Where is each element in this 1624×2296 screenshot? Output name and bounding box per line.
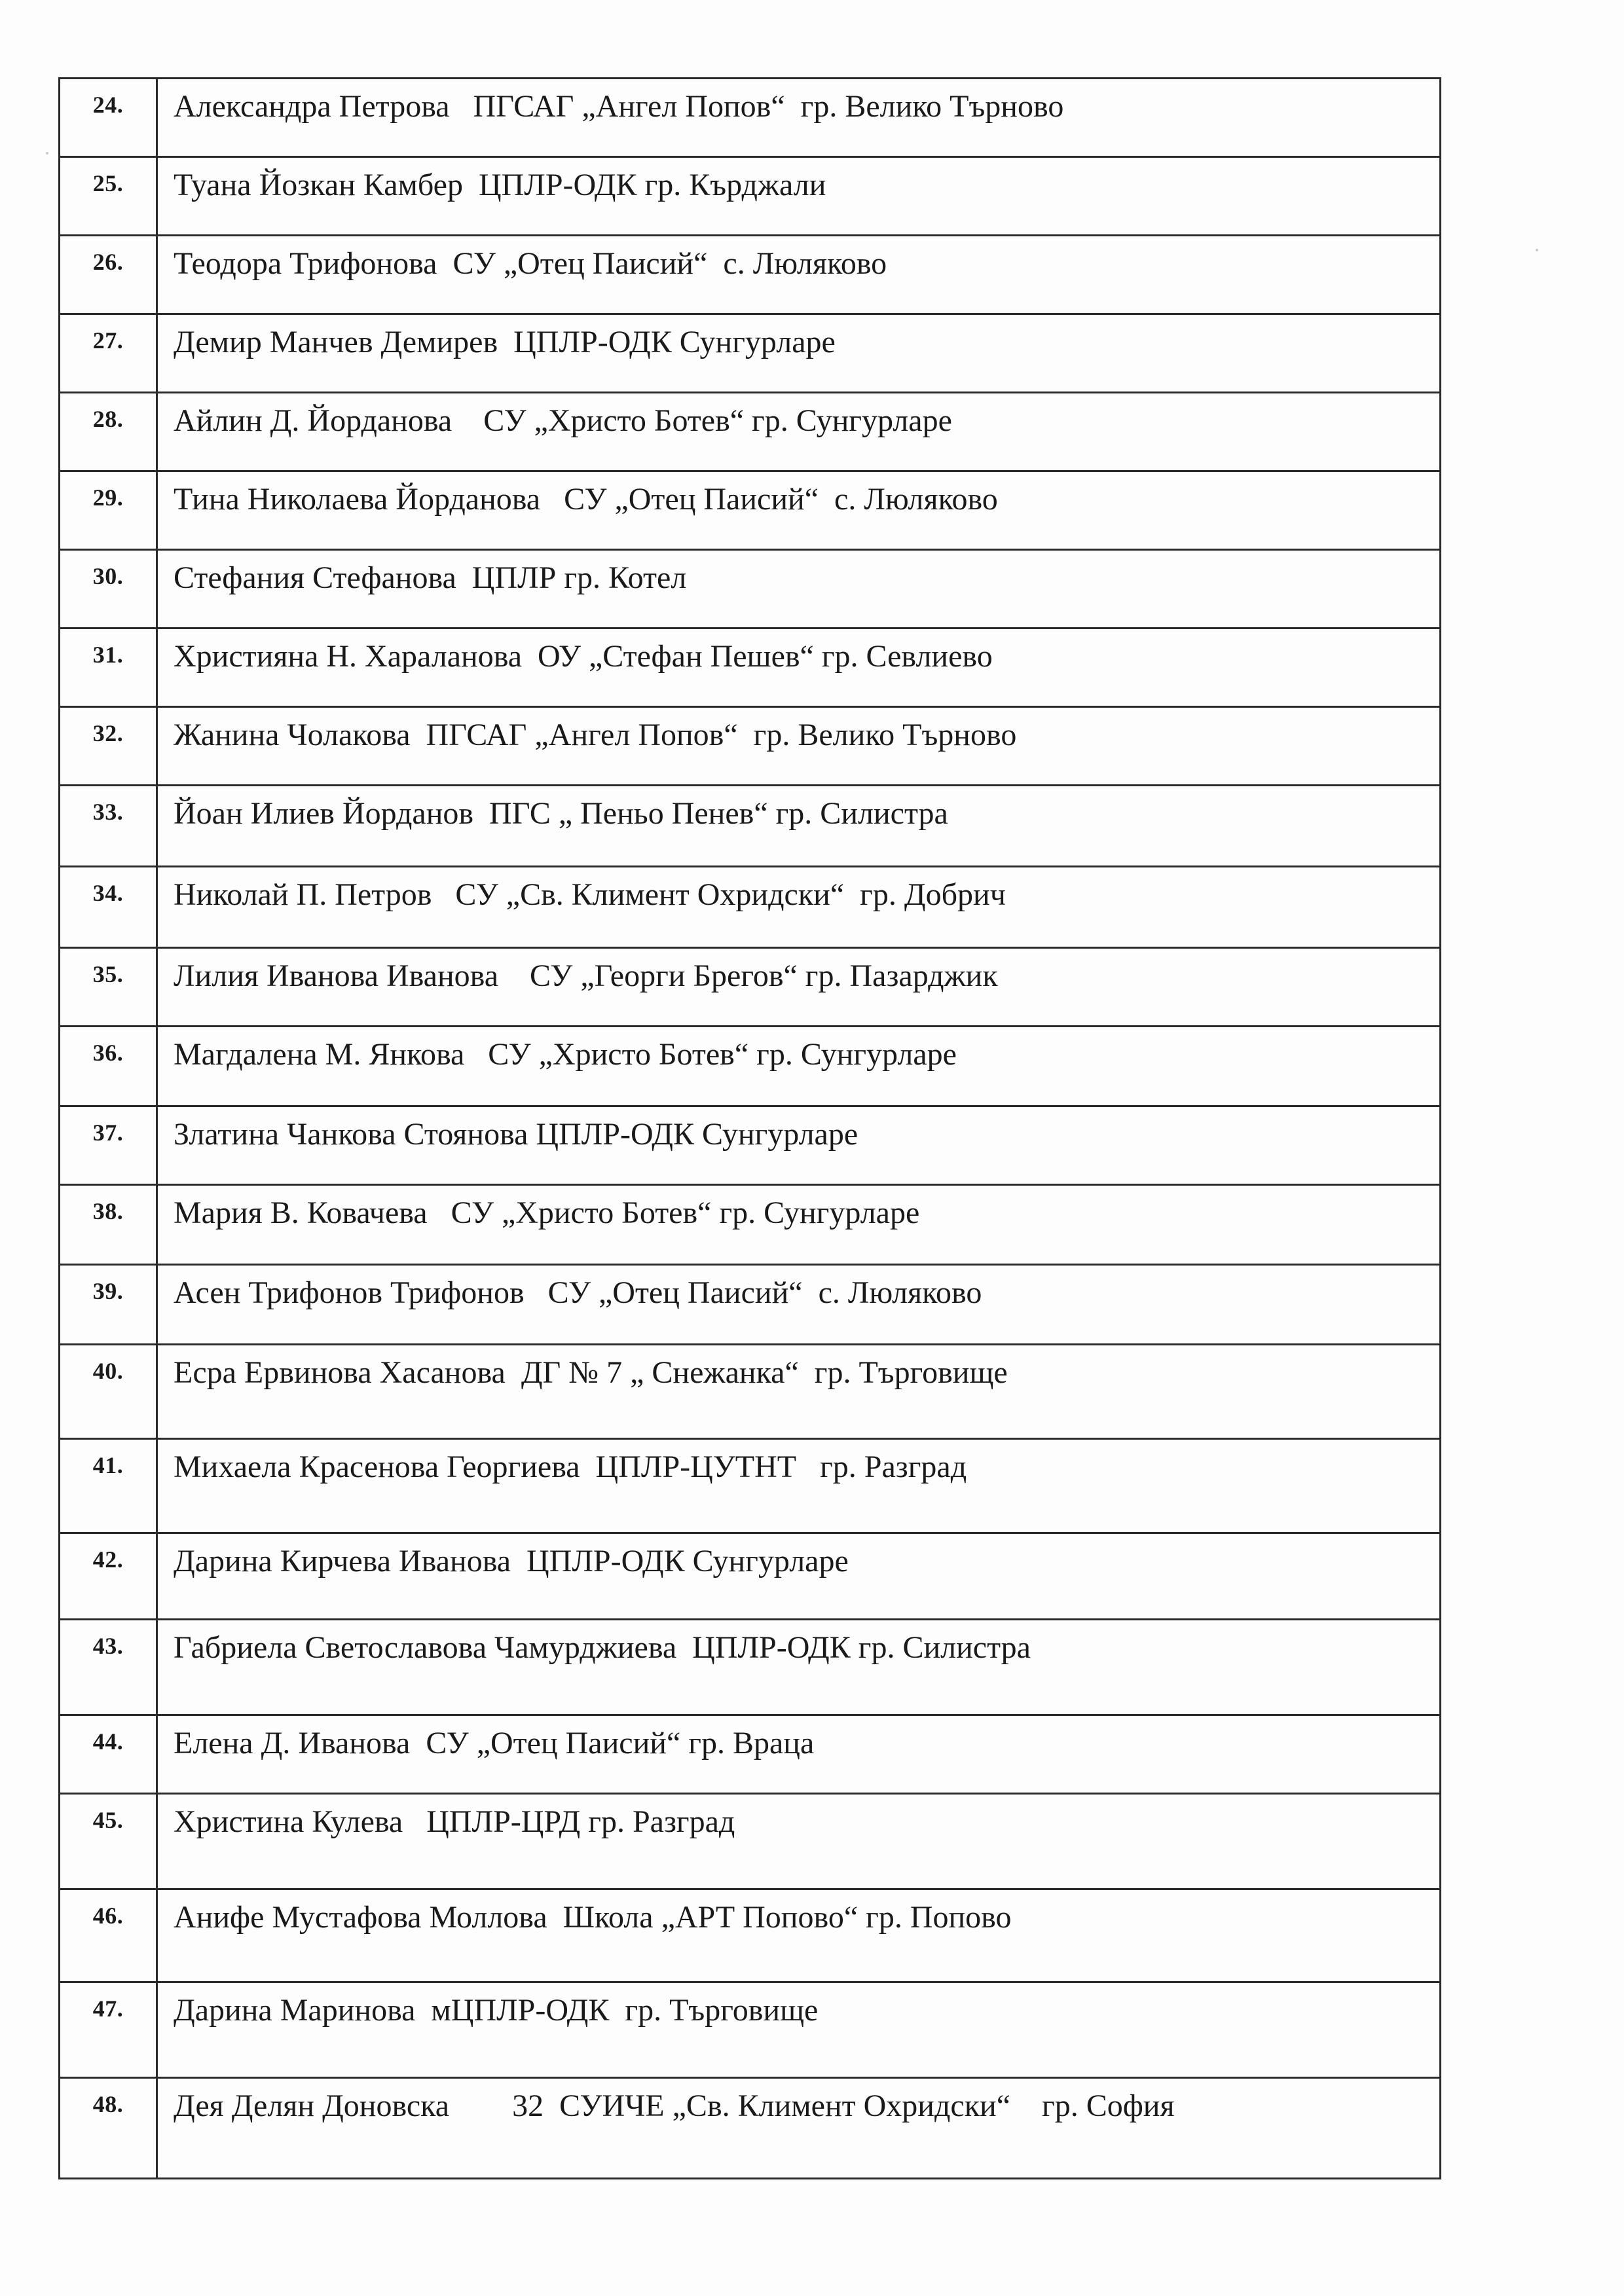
participant-entry: Стефания Стефанова ЦПЛР гр. Котел [157,550,1441,629]
participant-entry: Мария В. Ковачева СУ „Христо Ботев“ гр. Сунгурларе [157,1185,1441,1265]
participant-entry: Елена Д. Иванова СУ „Отец Паисий“ гр. Враца [157,1715,1441,1794]
table-row [60,1794,1441,1889]
table-row [60,707,1441,786]
row-number: 34. [60,867,157,948]
table-row [60,1265,1441,1345]
row-number: 37. [60,1106,157,1185]
table-row [60,1620,1441,1715]
table-row [60,1106,1441,1185]
table-row [60,786,1441,867]
scan-speck [1536,249,1538,251]
participant-entry: Магдалена М. Янкова СУ „Христо Ботев“ гр. Сунгурларе [157,1027,1441,1106]
row-number: 25. [60,157,157,236]
row-number: 36. [60,1027,157,1106]
participant-entry: Николай П. Петров СУ „Св. Климент Охридски“ гр. Добрич [157,867,1441,948]
row-number: 29. [60,471,157,550]
row-number: 46. [60,1889,157,1982]
row-number: 44. [60,1715,157,1794]
row-number: 38. [60,1185,157,1265]
participant-entry: Лилия Иванова Иванова СУ „Георги Брегов“ гр. Пазарджик [157,948,1441,1027]
participant-entry: Теодора Трифонова СУ „Отец Паисий“ с. Люляково [157,236,1441,314]
row-number: 47. [60,1982,157,2078]
table-row [60,550,1441,629]
row-number: 43. [60,1620,157,1715]
table-row [60,1533,1441,1620]
row-number: 41. [60,1439,157,1533]
row-number: 31. [60,629,157,707]
row-number: 24. [60,79,157,157]
row-number: 39. [60,1265,157,1345]
table-row [60,867,1441,948]
participant-entry: Есра Ервинова Хасанова ДГ № 7 „ Снежанка“ гр. Търговище [157,1345,1441,1439]
participant-entry: Дея Делян Доновска 32 СУИЧЕ „Св. Климент Охридски“ гр. София [157,2078,1441,2179]
participant-entry: Йоан Илиев Йорданов ПГС „ Пеньо Пенев“ гр. Силистра [157,786,1441,867]
participant-entry: Асен Трифонов Трифонов СУ „Отец Паисий“ с. Люляково [157,1265,1441,1345]
table-row [60,471,1441,550]
row-number: 26. [60,236,157,314]
row-number: 30. [60,550,157,629]
table-row [60,1345,1441,1439]
participant-entry: Александра Петрова ПГСАГ „Ангел Попов“ гр. Велико Търново [157,79,1441,157]
row-number: 28. [60,393,157,471]
row-number: 48. [60,2078,157,2179]
table-row [60,629,1441,707]
row-number: 42. [60,1533,157,1620]
row-number: 45. [60,1794,157,1889]
participants-table [58,77,1441,2179]
row-number: 27. [60,314,157,393]
participant-entry: Туана Йозкан Камбер ЦПЛР-ОДК гр. Кърджали [157,157,1441,236]
table-row [60,1715,1441,1794]
table-row [60,393,1441,471]
participant-entry: Златина Чанкова Стоянова ЦПЛР-ОДК Сунгурларе [157,1106,1441,1185]
participant-entry: Анифе Мустафова Моллова Школа „АРТ Попово“ гр. Попово [157,1889,1441,1982]
participant-entry: Тина Николаева Йорданова СУ „Отец Паисий“ с. Люляково [157,471,1441,550]
table-row [60,2078,1441,2179]
table-row [60,1185,1441,1265]
row-number: 32. [60,707,157,786]
table-row [60,314,1441,393]
table-row [60,236,1441,314]
participant-entry: Дарина Кирчева Иванова ЦПЛР-ОДК Сунгурларе [157,1533,1441,1620]
participant-entry: Габриела Светославова Чамурджиева ЦПЛР-ОДК гр. Силистра [157,1620,1441,1715]
participant-entry: Християна Н. Хараланова ОУ „Стефан Пешев“ гр. Севлиево [157,629,1441,707]
participant-entry: Дарина Маринова мЦПЛР-ОДК гр. Търговище [157,1982,1441,2078]
participant-entry: Жанина Чолакова ПГСАГ „Ангел Попов“ гр. Велико Търново [157,707,1441,786]
participant-entry: Христина Кулева ЦПЛР-ЦРД гр. Разград [157,1794,1441,1889]
row-number: 40. [60,1345,157,1439]
scan-speck [46,152,48,155]
table-row [60,79,1441,157]
participant-entry: Айлин Д. Йорданова СУ „Христо Ботев“ гр. Сунгурларе [157,393,1441,471]
row-number: 33. [60,786,157,867]
table-row [60,1439,1441,1533]
table-row [60,157,1441,236]
participants-table-body [60,79,1441,2179]
table-row [60,1889,1441,1982]
participant-entry: Демир Манчев Демирев ЦПЛР-ОДК Сунгурларе [157,314,1441,393]
table-row [60,1027,1441,1106]
participant-entry: Михаела Красенова Георгиева ЦПЛР-ЦУТНТ гр. Разград [157,1439,1441,1533]
table-row [60,1982,1441,2078]
table-row [60,948,1441,1027]
row-number: 35. [60,948,157,1027]
